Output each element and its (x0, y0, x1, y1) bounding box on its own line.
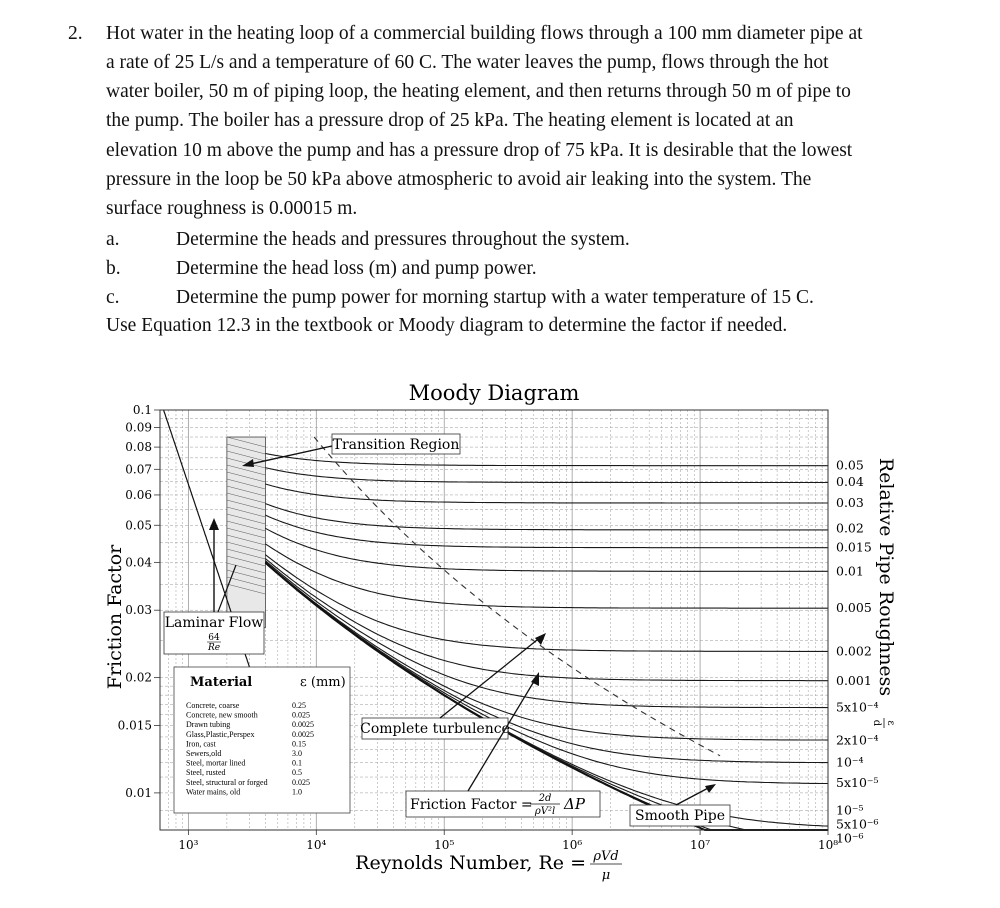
problem-line-2: a rate of 25 L/s and a temperature of 60 C. The water leaves the pump, flows through the hot (106, 52, 829, 73)
roughness-label: 0.005 (836, 600, 872, 616)
material-name: Glass,Plastic,Perspex (186, 729, 255, 739)
y-tick-label: 0.015 (117, 718, 152, 733)
material-eps: 0.0025 (292, 729, 314, 739)
material-eps: 0.15 (292, 739, 306, 749)
transition-region-label: Transition Region (332, 437, 460, 453)
material-name: Concrete, new smooth (186, 710, 258, 720)
roughness-label: 0.01 (836, 563, 864, 579)
roughness-label: 0.02 (836, 520, 864, 536)
laminar-label: Laminar Flow (164, 615, 264, 631)
material-name: Steel, rusted (186, 768, 226, 778)
subpart-text-c: Determine the pump power for morning startup with a water temperature of 15 C. (176, 287, 814, 308)
subpart-letter-a: a. (106, 229, 120, 250)
x-tick-label: 10³ (178, 838, 199, 852)
x-axis-label-num: ρVd (593, 849, 619, 864)
smooth-pipe-callout (630, 784, 730, 826)
roughness-label: 0.001 (836, 672, 872, 688)
subpart-letter-b: b. (106, 258, 121, 279)
x-axis-label-text: Reynolds Number, Re = (355, 852, 586, 874)
problem-footer: Use Equation 12.3 in the textbook or Moody diagram to determine the factor if needed. (106, 315, 788, 336)
material-name: Steel, mortar lined (186, 758, 246, 768)
material-eps: 0.025 (292, 710, 310, 720)
problem-line-6: pressure in the loop be 50 kPa above atmospheric to avoid air leaking into the system. The (106, 169, 812, 190)
roughness-label: 0.002 (836, 643, 872, 659)
x-tick-label: 10⁶ (562, 838, 583, 852)
roughness-labels (836, 458, 879, 846)
material-name: Drawn tubing (186, 720, 231, 730)
right-axis-label-num: ε (885, 720, 896, 726)
roughness-curve (265, 504, 828, 530)
material-name: Sewers,old (186, 749, 222, 758)
x-tick-label: 10⁵ (434, 838, 455, 852)
moody-diagram (0, 370, 1000, 908)
roughness-label: 5x10⁻⁴ (836, 699, 879, 715)
right-axis-label (871, 458, 897, 728)
x-ticks (178, 830, 838, 852)
material-eps: 0.025 (292, 777, 310, 787)
y-tick-label: 0.05 (125, 518, 152, 533)
roughness-curve (265, 468, 828, 483)
material-name: Iron, cast (186, 739, 216, 749)
material-name: Water mains, old (186, 787, 241, 797)
roughness-label: 0.05 (836, 457, 864, 473)
material-eps: 0.25 (292, 701, 306, 710)
y-tick-label: 0.09 (125, 420, 152, 435)
complete-turbulence-boundary (314, 437, 720, 756)
right-axis-label-text: Relative Pipe Roughness (875, 457, 897, 697)
friction-formula-den: ρV²l (534, 806, 556, 817)
y-tick-label: 0.07 (125, 462, 152, 477)
eps-header: ε (mm) (300, 675, 346, 690)
material-eps: 0.5 (292, 768, 302, 778)
complete-turbulence-callout (360, 633, 546, 739)
material-eps: 1.0 (292, 787, 302, 797)
laminar-formula-den: Re (207, 643, 221, 653)
y-axis-label: Friction Factor (104, 544, 126, 690)
material-header: Material (190, 675, 253, 690)
problem-line-4: the pump. The boiler has a pressure drop of 25 kPa. The heating element is located at an (106, 110, 794, 131)
roughness-label: 5x10⁻⁶ (836, 816, 879, 832)
roughness-curve (265, 544, 828, 608)
roughness-label: 0.015 (836, 539, 872, 555)
material-eps: 0.1 (292, 758, 302, 768)
subpart-text-a: Determine the heads and pressures throughout the system. (176, 229, 630, 250)
roughness-label: 0.03 (836, 494, 864, 510)
problem-line-1: Hot water in the heating loop of a commercial building flows through a 100 mm diameter pipe at (106, 23, 863, 44)
x-axis-label-den: μ (601, 868, 611, 883)
transition-region-callout (242, 434, 460, 467)
roughness-curve (265, 555, 828, 652)
roughness-label: 10⁻⁵ (836, 802, 864, 818)
material-name: Concrete, coarse (186, 701, 240, 710)
y-tick-label: 0.02 (125, 670, 152, 685)
question-number: 2. (68, 23, 83, 44)
roughness-label: 2x10⁻⁴ (836, 732, 879, 748)
friction-formula-num: 2d (538, 793, 552, 804)
x-tick-label: 10⁸ (817, 838, 839, 852)
y-tick-label: 0.06 (125, 487, 152, 502)
smooth-pipe-label: Smooth Pipe (635, 808, 725, 824)
roughness-label: 5x10⁻⁵ (836, 775, 879, 791)
roughness-curve (265, 528, 828, 571)
problem-line-3: water boiler, 50 m of piping loop, the heating element, and then returns through 50 m of pipe to (106, 81, 851, 102)
problem-line-7: surface roughness is 0.00015 m. (106, 198, 358, 219)
y-tick-label: 0.03 (125, 603, 152, 618)
x-tick-label: 10⁴ (306, 838, 327, 852)
material-eps: 0.0025 (292, 720, 314, 730)
roughness-label: 10⁻⁶ (836, 830, 864, 846)
chart-title: Moody Diagram (408, 381, 580, 405)
friction-factor-formula (406, 672, 600, 817)
y-tick-label: 0.08 (125, 440, 152, 455)
problem-line-5: elevation 10 m above the pump and has a pressure drop of 75 kPa. It is desirable that the lowest (106, 140, 853, 161)
roughness-curve (265, 484, 828, 503)
y-tick-label: 0.04 (125, 555, 152, 570)
material-eps: 3.0 (292, 749, 302, 758)
subpart-text-b: Determine the head loss (m) and pump power. (176, 258, 537, 279)
subpart-letter-c: c. (106, 287, 120, 308)
complete-turbulence-label: Complete turbulence (360, 721, 510, 737)
x-axis-label (355, 849, 622, 883)
roughness-curve (265, 454, 828, 466)
right-axis-label-den: d (871, 719, 882, 727)
friction-formula-suffix: ΔP (564, 795, 585, 813)
roughness-curve (265, 559, 828, 681)
y-tick-label: 0.01 (125, 785, 152, 800)
roughness-label: 10⁻⁴ (836, 754, 864, 770)
friction-formula-prefix: Friction Factor = (410, 797, 533, 813)
material-table (174, 667, 350, 813)
material-name: Steel, structural or forged (186, 777, 268, 787)
y-tick-label: 0.1 (132, 403, 152, 417)
roughness-label: 0.04 (836, 473, 864, 489)
laminar-formula-num: 64 (208, 633, 220, 643)
x-tick-label: 10⁷ (690, 838, 711, 852)
